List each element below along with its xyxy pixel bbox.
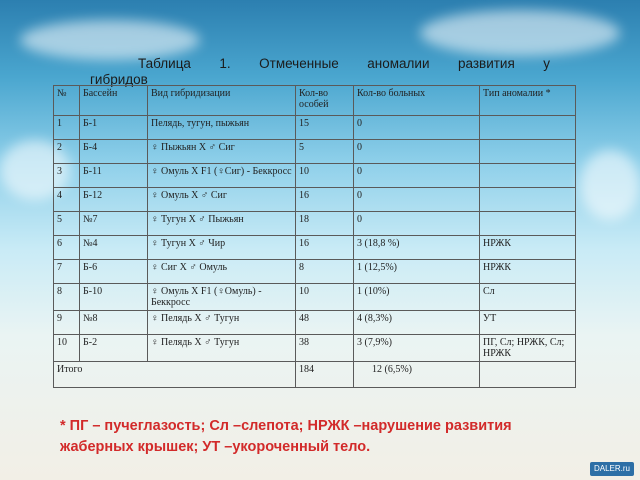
- hybrid-type-cell: Пелядь, тугун, пыжьян: [148, 116, 296, 140]
- count-cell: 5: [296, 140, 354, 164]
- watermark-logo: DALER.ru: [590, 462, 634, 476]
- hybrid-type-cell: ♀ Пелядь Х ♂ Тугун: [148, 335, 296, 362]
- header-cell: №: [54, 86, 80, 116]
- count-cell: 48: [296, 311, 354, 335]
- hybrid-type-cell: ♀ Пелядь Х ♂ Тугун: [148, 311, 296, 335]
- pool-cell: Б-2: [80, 335, 148, 362]
- pool-cell: №7: [80, 212, 148, 236]
- row-number: 7: [54, 260, 80, 284]
- row-number: 3: [54, 164, 80, 188]
- hybrid-type-cell: ♀ Омуль Х F1 (♀Сиг) - Беккросс: [148, 164, 296, 188]
- caption-line-2: гибридов: [90, 72, 148, 87]
- table-header-row: [54, 86, 576, 116]
- anomaly-type-cell: НРЖК: [480, 236, 576, 260]
- count-cell: 16: [296, 236, 354, 260]
- header-cell: Тип аномалии *: [480, 86, 576, 116]
- sick-count-cell: 0: [354, 212, 480, 236]
- pool-cell: №8: [80, 311, 148, 335]
- row-number: 6: [54, 236, 80, 260]
- total-row: [54, 362, 576, 388]
- pool-cell: Б-10: [80, 284, 148, 311]
- table-row: [54, 335, 576, 362]
- anomaly-type-cell: [480, 164, 576, 188]
- row-number: 2: [54, 140, 80, 164]
- row-number: 1: [54, 116, 80, 140]
- pool-cell: Б-12: [80, 188, 148, 212]
- row-number: 8: [54, 284, 80, 311]
- table-row: [54, 236, 576, 260]
- sick-count-cell: 0: [354, 164, 480, 188]
- total-label: Итого: [54, 362, 296, 388]
- hybrid-type-cell: ♀ Тугун Х ♂ Пыжьян: [148, 212, 296, 236]
- pool-cell: Б-6: [80, 260, 148, 284]
- anomaly-type-cell: [480, 188, 576, 212]
- row-number: 5: [54, 212, 80, 236]
- hybrid-type-cell: ♀ Тугун Х ♂ Чир: [148, 236, 296, 260]
- anomaly-type-cell: УТ: [480, 311, 576, 335]
- total-count: 184: [296, 362, 354, 388]
- sick-count-cell: 3 (18,8 %): [354, 236, 480, 260]
- hybrid-type-cell: ♀ Пыжьян Х ♂ Сиг: [148, 140, 296, 164]
- sick-count-cell: 0: [354, 188, 480, 212]
- count-cell: 8: [296, 260, 354, 284]
- count-cell: 18: [296, 212, 354, 236]
- cloud: [420, 10, 620, 56]
- sick-count-cell: 0: [354, 140, 480, 164]
- header-cell: Кол-во больных: [354, 86, 480, 116]
- pool-cell: №4: [80, 236, 148, 260]
- caption-line-1: Таблица 1. Отмеченные аномалии развития у: [138, 56, 550, 71]
- hybrid-type-cell: ♀ Омуль Х ♂ Сиг: [148, 188, 296, 212]
- pool-cell: Б-11: [80, 164, 148, 188]
- count-cell: 38: [296, 335, 354, 362]
- anomaly-type-cell: [480, 140, 576, 164]
- hybrid-type-cell: ♀ Омуль Х F1 (♀Омуль) - Беккросс: [148, 284, 296, 311]
- count-cell: 10: [296, 284, 354, 311]
- anomaly-type-cell: НРЖК: [480, 260, 576, 284]
- count-cell: 16: [296, 188, 354, 212]
- table-row: [54, 260, 576, 284]
- table-row: [54, 140, 576, 164]
- header-cell: Вид гибридизации: [148, 86, 296, 116]
- total-empty-cell: [480, 362, 576, 388]
- pool-cell: Б-1: [80, 116, 148, 140]
- table-row: [54, 164, 576, 188]
- count-cell: 10: [296, 164, 354, 188]
- table-row: [54, 212, 576, 236]
- cloud: [580, 150, 640, 220]
- footnote: * ПГ – пучеглазость; Сл –слепота; НРЖК –нарушение развития жаберных крышек; УТ –укороченный тело.: [60, 418, 512, 455]
- total-sick: 12 (6,5%): [354, 362, 480, 388]
- anomaly-type-cell: ПГ, Сл; НРЖК, Сл; НРЖК: [480, 335, 576, 362]
- sick-count-cell: 1 (12,5%): [354, 260, 480, 284]
- sick-count-cell: 4 (8,3%): [354, 311, 480, 335]
- table-row: [54, 188, 576, 212]
- table-row: [54, 116, 576, 140]
- sick-count-cell: 3 (7,9%): [354, 335, 480, 362]
- anomaly-type-cell: [480, 212, 576, 236]
- anomaly-type-cell: [480, 116, 576, 140]
- anomaly-type-cell: Сл: [480, 284, 576, 311]
- row-number: 10: [54, 335, 80, 362]
- pool-cell: Б-4: [80, 140, 148, 164]
- header-cell: Бассейн: [80, 86, 148, 116]
- sick-count-cell: 1 (10%): [354, 284, 480, 311]
- header-cell: Кол-во особей: [296, 86, 354, 116]
- table-row: [54, 311, 576, 335]
- cloud: [20, 20, 200, 60]
- anomalies-table: [53, 85, 576, 388]
- row-number: 9: [54, 311, 80, 335]
- table-row: [54, 284, 576, 311]
- row-number: 4: [54, 188, 80, 212]
- hybrid-type-cell: ♀ Сиг Х ♂ Омуль: [148, 260, 296, 284]
- sick-count-cell: 0: [354, 116, 480, 140]
- count-cell: 15: [296, 116, 354, 140]
